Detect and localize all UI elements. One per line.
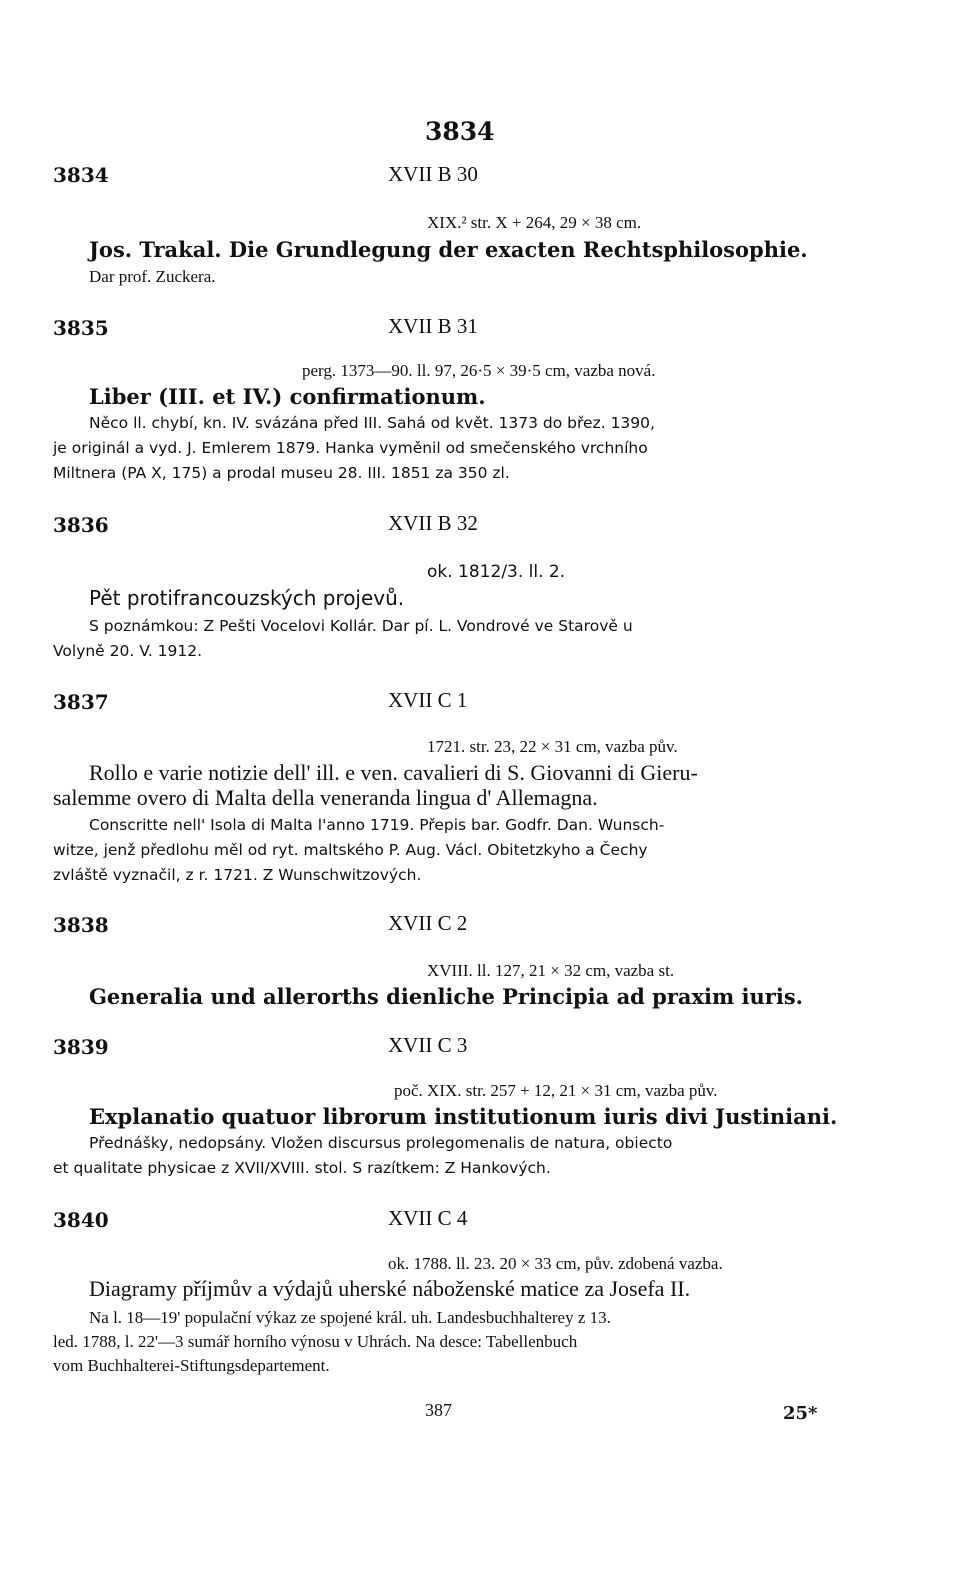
entry-title: Generalia und allerorths dienliche Principia ad praxim iuris. (89, 984, 803, 1009)
shelf-signature: XVII C 4 (388, 1206, 468, 1230)
entry-note: vom Buchhalterei-Stiftungsdepartement. (53, 1356, 330, 1375)
collation: XVIII. ll. 127, 21 × 32 cm, vazba st. (427, 961, 675, 980)
entry-note: Přednášky, nedopsány. Vložen discursus prolegomenalis de natura, obiecto (89, 1134, 673, 1152)
entry-note: led. 1788, l. 22'—3 sumář horního výnosu v Uhrách. Na desce: Tabellenbuch (53, 1332, 578, 1351)
collation: perg. 1373—90. ll. 97, 26·5 × 39·5 cm, vazba nová. (302, 361, 656, 380)
entry-title: Liber (III. et IV.) confirmationum. (89, 384, 486, 409)
collation: ok. 1812/3. ll. 2. (427, 562, 566, 582)
entry-note: et qualitate physicae z XVII/XVIII. stol. S razítkem: Z Hankových. (53, 1159, 551, 1177)
entry-number: 3834 (53, 163, 109, 187)
entry-number: 3837 (53, 690, 109, 714)
entry-note: Volyně 20. V. 1912. (53, 642, 203, 660)
signature-mark: 25* (783, 1403, 818, 1424)
shelf-signature: XVII C 2 (388, 911, 468, 935)
entry-note: witze, jenž předlohu měl od ryt. maltského P. Aug. Václ. Obitetzkyho a Čechy (53, 841, 648, 859)
entry-title: salemme overo di Malta della veneranda lingua d' Allemagna. (53, 785, 598, 810)
entry-number: 3835 (53, 316, 109, 340)
entry-note: Něco ll. chybí, kn. IV. svázána před III. Sahá od květ. 1373 do břez. 1390, (89, 414, 655, 432)
shelf-signature: XVII B 32 (388, 511, 478, 535)
entry-title: Pět protifrancouzských projevů. (89, 586, 405, 610)
entry-note: je originál a vyd. J. Emlerem 1879. Hanka vyměnil od smečenského vrchního (53, 439, 648, 457)
collation: 1721. str. 23, 22 × 31 cm, vazba pův. (427, 737, 678, 756)
entry-number: 3836 (53, 513, 109, 537)
entry-note: Conscritte nell' Isola di Malta l'anno 1719. Přepis bar. Godfr. Dan. Wunsch- (89, 816, 665, 834)
collation: poč. XIX. str. 257 + 12, 21 × 31 cm, vazba pův. (394, 1081, 718, 1100)
shelf-signature: XVII B 30 (388, 162, 478, 186)
entry-title: Diagramy příjmův a výdajů uherské náboženské matice za Josefa II. (89, 1276, 691, 1301)
shelf-signature: XVII C 1 (388, 688, 468, 712)
shelf-signature: XVII B 31 (388, 314, 478, 338)
entry-note: Na l. 18—19' populační výkaz ze spojené král. uh. Landesbuchhalterey z 13. (89, 1308, 611, 1327)
collation: XIX.² str. X + 264, 29 × 38 cm. (427, 213, 642, 232)
entry-note: zvláště vyznačil, z r. 1721. Z Wunschwitzových. (53, 866, 422, 884)
entry-title: Jos. Trakal. Die Grundlegung der exacten Rechtsphilosophie. (89, 237, 808, 262)
collation: ok. 1788. ll. 23. 20 × 33 cm, pův. zdobená vazba. (388, 1254, 723, 1273)
page-number: 387 (425, 1400, 452, 1420)
entry-note: Miltnera (PA X, 175) a prodal museu 28. III. 1851 za 350 zl. (53, 464, 510, 482)
entry-note: Dar prof. Zuckera. (89, 267, 216, 286)
shelf-signature: XVII C 3 (388, 1033, 468, 1057)
entry-number: 3840 (53, 1208, 109, 1232)
entry-number: 3839 (53, 1035, 109, 1059)
entry-title: Rollo e varie notizie dell' ill. e ven. cavalieri di S. Giovanni di Gieru- (89, 760, 698, 785)
entry-note: S poznámkou: Z Pešti Vocelovi Kollár. Dar pí. L. Vondrové ve Starově u (89, 617, 633, 635)
entry-number: 3838 (53, 913, 109, 937)
entry-title: Explanatio quatuor librorum institutionum iuris divi Justiniani. (89, 1104, 838, 1129)
page-heading: 3834 (425, 117, 495, 146)
